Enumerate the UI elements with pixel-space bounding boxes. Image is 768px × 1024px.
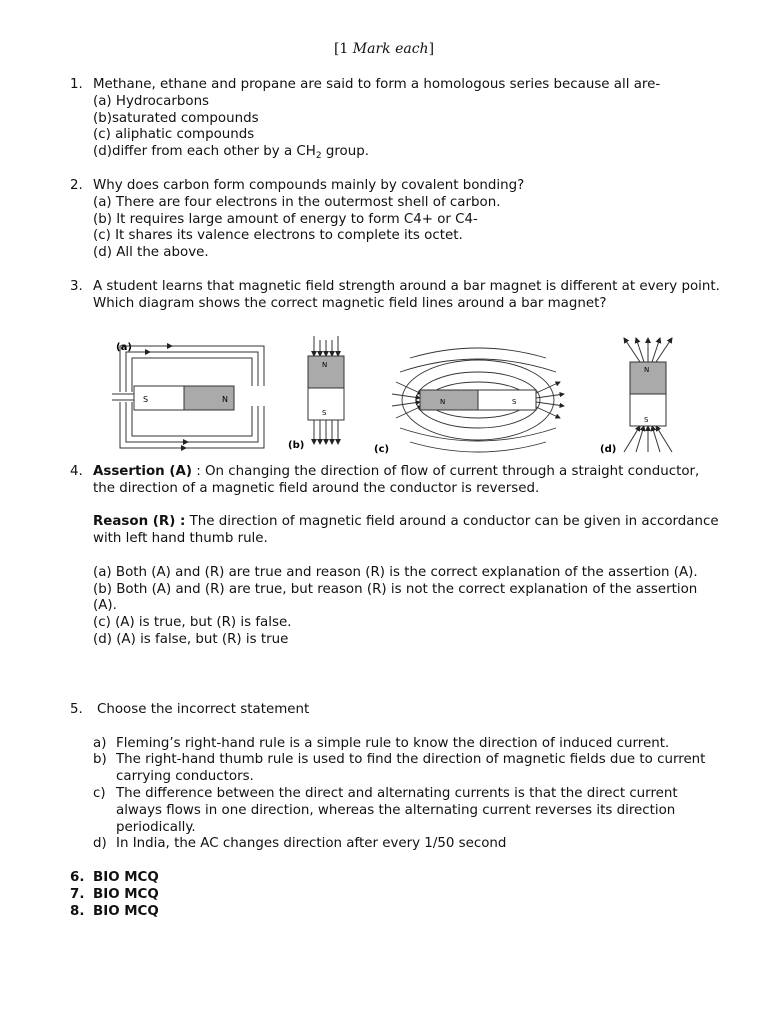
option-d: (d)differ from each other by a $CH_2$ group. bbox=[93, 144, 369, 162]
question-subtext: Which diagram shows the correct magnetic field lines around a bar magnet? bbox=[93, 295, 607, 311]
diagram-d-label: (d) bbox=[600, 444, 617, 455]
question-text: Methane, ethane and propane are said to form a homologous series because all are- bbox=[93, 77, 661, 92]
question-7: 7. BIO MCQ bbox=[70, 886, 159, 902]
option-d: (d) All the above. bbox=[93, 245, 209, 261]
magnet-c-s-pole bbox=[478, 390, 536, 410]
option-a: (a) Both (A) and (R) are true and reason (R) is the correct explanation of the assertion (A). bbox=[93, 564, 698, 580]
diagram-a bbox=[112, 342, 264, 448]
question-text: A student learns that magnetic field strength around a bar magnet is different at every point. bbox=[93, 279, 720, 294]
question-number: 5. bbox=[70, 702, 83, 717]
option-a: (a) There are four electrons in the outermost shell of carbon. bbox=[93, 194, 501, 210]
question-2 bbox=[70, 178, 720, 262]
bracket-open: [ bbox=[333, 41, 340, 57]
svg-text:S: S bbox=[512, 398, 517, 406]
svg-text:N: N bbox=[322, 361, 328, 369]
diagram-b bbox=[288, 336, 344, 451]
option-list bbox=[93, 736, 720, 854]
question-number: 2. bbox=[70, 178, 83, 193]
question-number: 3. bbox=[70, 279, 83, 294]
question-text: Why does carbon form compounds mainly by covalent bonding? bbox=[93, 178, 525, 193]
question-number: 1. bbox=[70, 77, 83, 92]
bracket-close: ] bbox=[428, 41, 435, 57]
question-number: 4. bbox=[70, 464, 83, 479]
diagram-c-label: (c) bbox=[374, 444, 390, 455]
marks-text: Mark each bbox=[352, 41, 429, 57]
option-d: (d) (A) is false, but (R) is true bbox=[93, 631, 289, 647]
question-8: 8. BIO MCQ bbox=[70, 903, 159, 919]
marks-header bbox=[0, 41, 768, 58]
assertion: Assertion (A) : On changing the direction of flow of current through a straight conductor, the direction of a magnetic field around the conductor is reversed. bbox=[93, 464, 700, 496]
svg-text:N: N bbox=[222, 395, 228, 404]
option-b: (b) It requires large amount of energy to form C4+ or C4- bbox=[93, 211, 478, 227]
option-b: (b)saturated compounds bbox=[93, 110, 259, 126]
question-6: 6. BIO MCQ bbox=[70, 870, 159, 885]
svg-text:N: N bbox=[440, 398, 446, 406]
diagram-d bbox=[600, 338, 672, 455]
option-c: (c) It shares its valence electrons to complete its octet. bbox=[93, 228, 463, 244]
svg-text:S: S bbox=[644, 416, 649, 424]
diagram-a-label: (a) bbox=[116, 342, 132, 353]
option-a: a) Fleming’s right-hand rule is a simple rule to know the direction of induced current. bbox=[93, 735, 670, 751]
svg-text:N: N bbox=[644, 366, 650, 374]
diagram-c bbox=[374, 348, 564, 455]
diagram-b-label: (b) bbox=[288, 440, 305, 451]
magnet-a-s-pole bbox=[134, 386, 184, 410]
magnet-c-n-pole bbox=[420, 390, 478, 410]
svg-text:S: S bbox=[322, 409, 327, 417]
option-c: (c) (A) is true, but (R) is false. bbox=[93, 615, 292, 631]
question-4 bbox=[70, 464, 720, 649]
option-b: b) The right-hand thumb rule is used to find the direction of magnetic fields due to current carrying conductors. bbox=[93, 752, 706, 785]
reason: Reason (R) : The direction of magnetic field around a conductor can be given in accordance with left hand thumb rule. bbox=[93, 514, 719, 547]
option-c: c) The difference between the direct and alternating currents is that the direct current always flows in one direction, whereas the alternating current reverses its direction periodically. bbox=[93, 785, 678, 835]
question-1 bbox=[70, 77, 720, 161]
svg-text:S: S bbox=[143, 395, 149, 404]
question-3 bbox=[70, 279, 720, 313]
question-5 bbox=[70, 702, 720, 853]
bio-questions bbox=[70, 870, 720, 920]
magnet-diagrams bbox=[110, 336, 700, 456]
marks-value: 1 bbox=[339, 41, 349, 57]
option-d: d) In India, the AC changes direction after every 1/50 second bbox=[93, 836, 507, 852]
option-b: (b) Both (A) and (R) are true, but reason (R) is not the correct explanation of the assertion (A). bbox=[93, 581, 698, 614]
question-text: Choose the incorrect statement bbox=[97, 702, 310, 717]
option-c: (c) aliphatic compounds bbox=[93, 127, 255, 143]
option-a: (a) Hydrocarbons bbox=[93, 93, 210, 109]
